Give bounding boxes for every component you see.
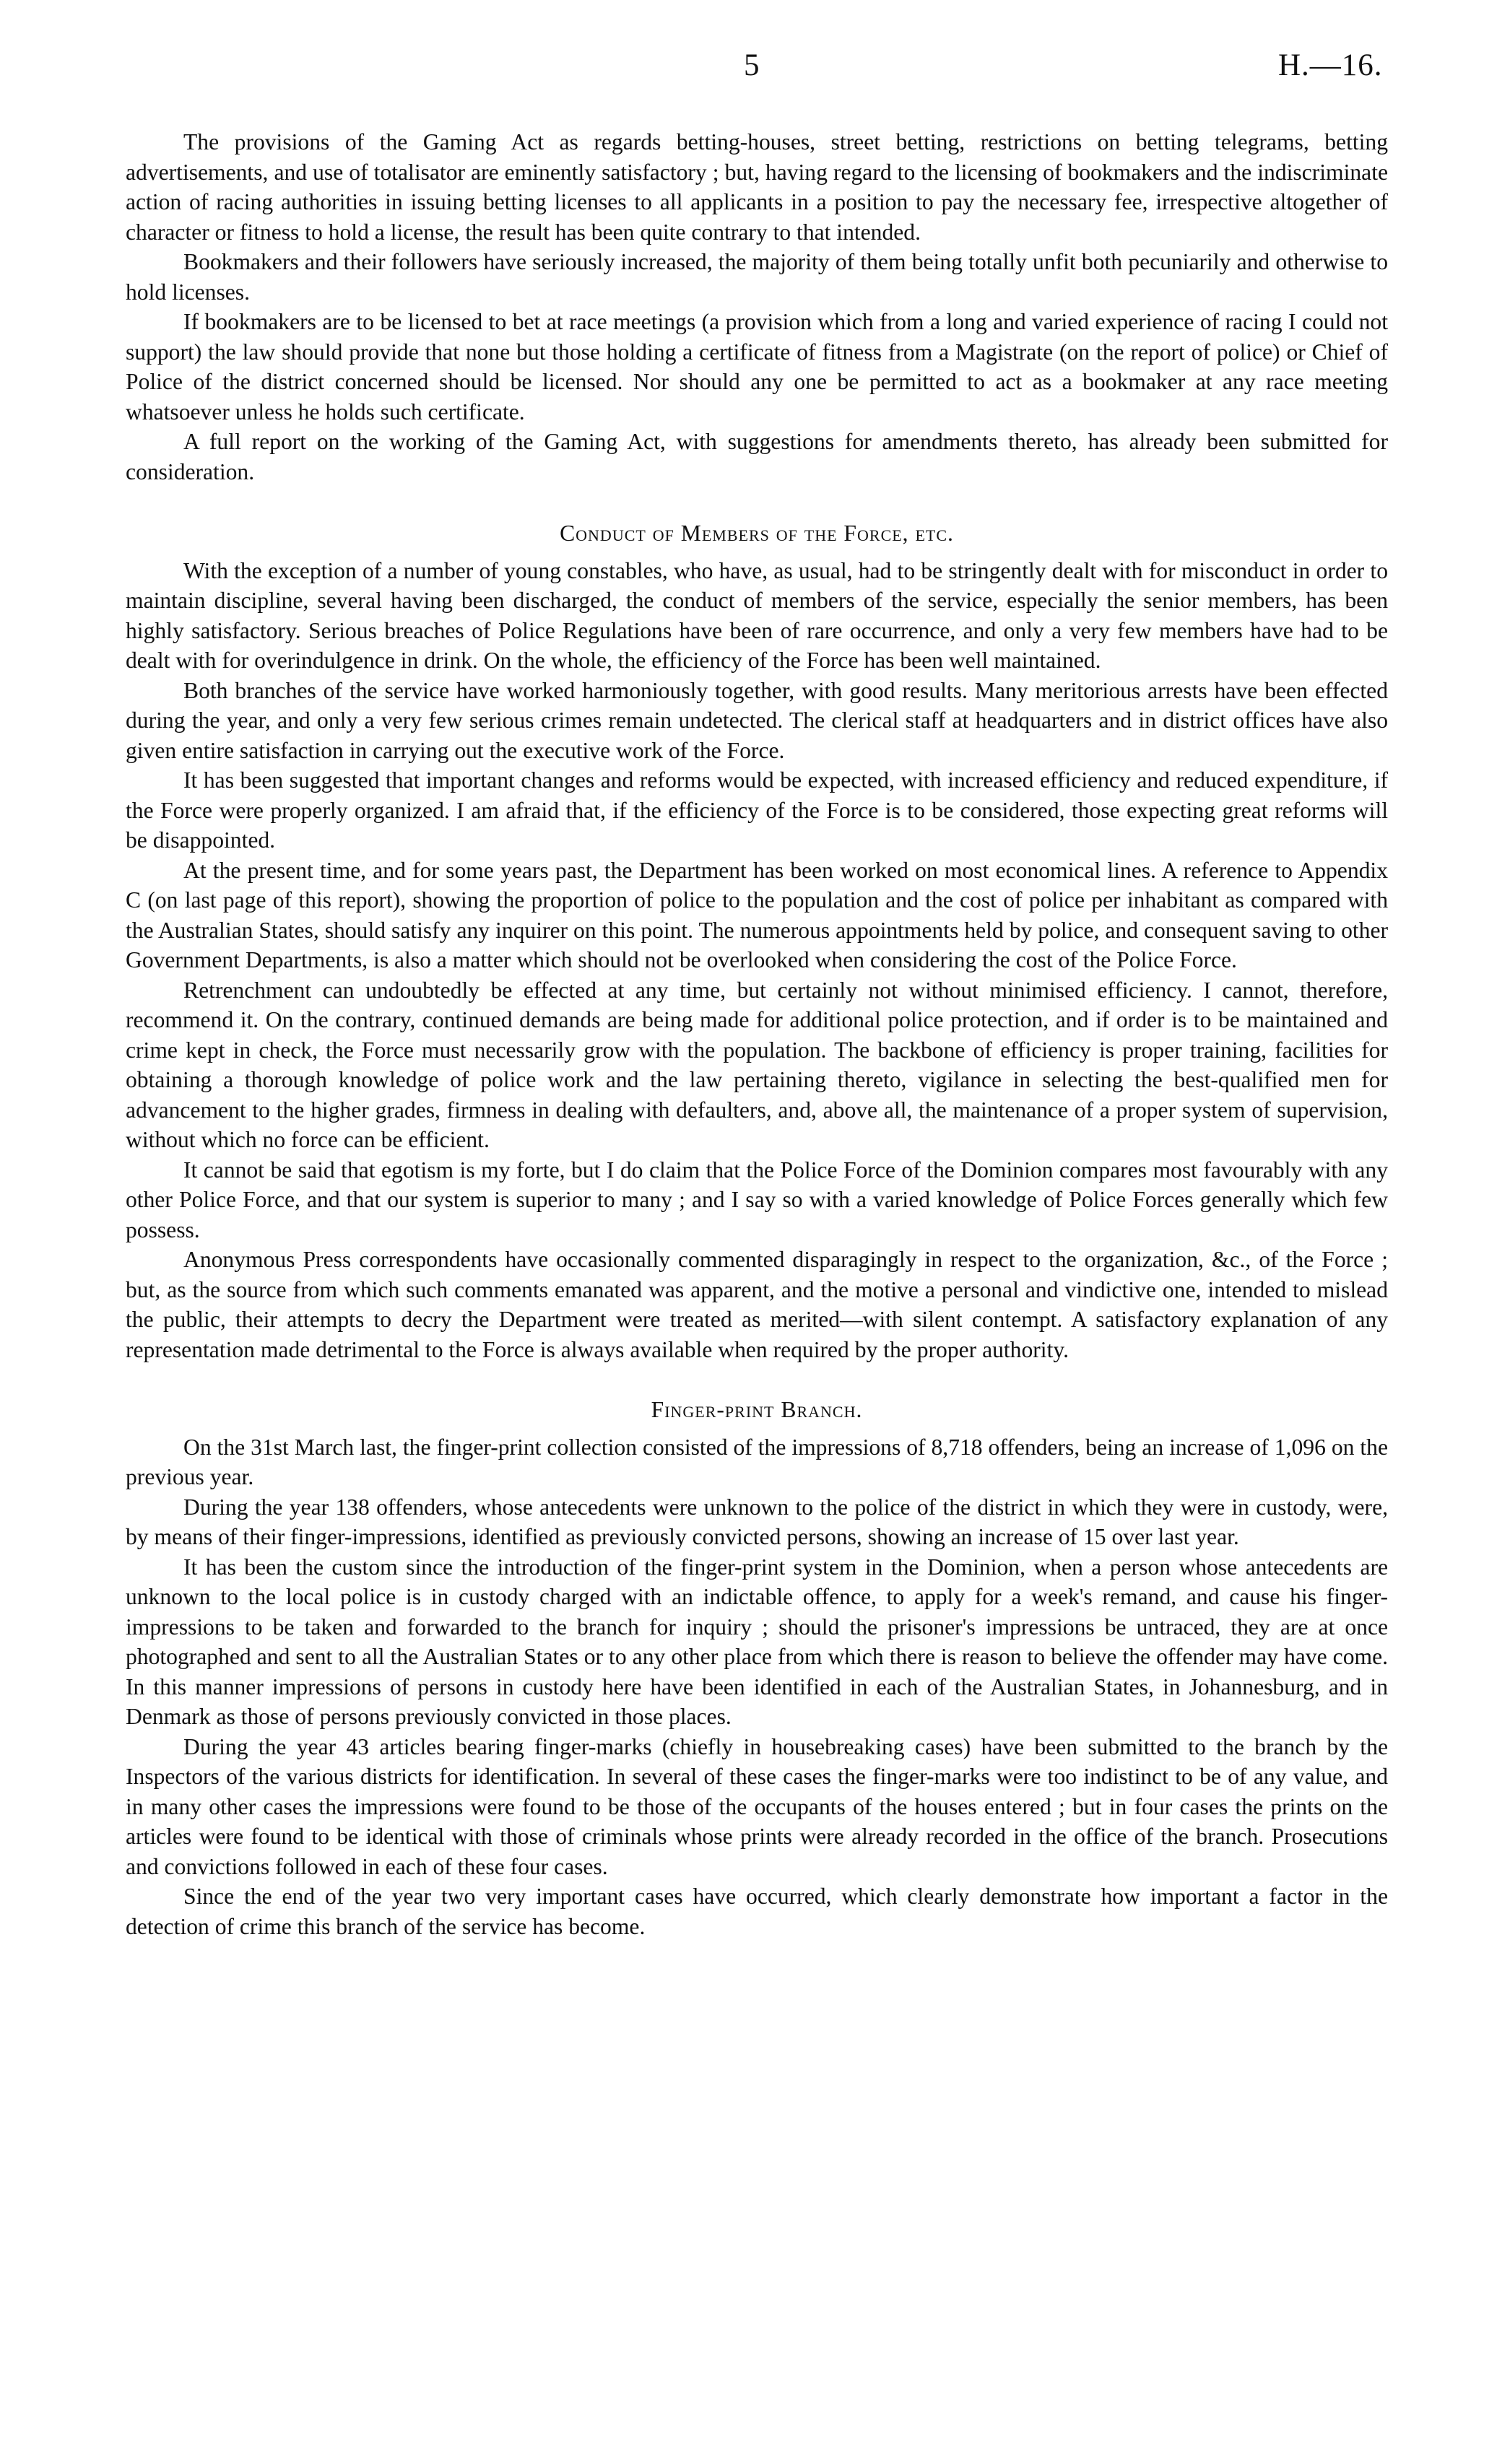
paragraph: A full report on the working of the Gaming Act, with suggestions for amendments thereto, has already been submitted for consideration. xyxy=(126,429,1388,484)
paragraph: At the present time, and for some years past, the Department has been worked on most economical lines. A reference to Appendix C (on last page of this report), showing the proportion of police to the population and the cost of police per inhabitant as compared with the Australian States, should satisfy any inquirer on this point. The numerous appointments held by police, and consequent saving to other Government Departments, is also a matter which should not be overlooked when considering the cost of the Police Force. xyxy=(126,857,1388,972)
paragraph: Since the end of the year two very important cases have occurred, which clearly demonstrate how important a factor in the detection of crime this branch of the service has become. xyxy=(126,1884,1388,1939)
section-heading-finger-print: Finger-print Branch. xyxy=(651,1397,863,1422)
paragraph: Bookmakers and their followers have seriously increased, the majority of them being totally unfit both pecuniarily and otherwise to hold licenses. xyxy=(126,249,1388,305)
paragraph: The provisions of the Gaming Act as regards betting-houses, street betting, restrictions on betting telegrams, betting advertisements, and use of totalisator are eminently satisfactory ; but, having regard to the licensing of bookmakers and the indiscriminate action of racing authorities in issuing betting licenses to all applicants in a position to pay the necessary fee, irrespective altogether of character or fitness to hold a license, the result has been quite contrary to that intended. xyxy=(126,129,1388,245)
paragraph: Anonymous Press correspondents have occasionally commented disparagingly in respect to the organization, &c., of the Force ; but, as the source from which such comments emanated was apparent, and the motive a personal and vindictive one, intended to mislead the public, their attempts to decry the Department were treated as merited—with silent contempt. A satisfactory explanation of any representation made detrimental to the Force is always available when required by the proper authority. xyxy=(126,1247,1388,1362)
document-body xyxy=(126,127,1388,1941)
paragraph: During the year 43 articles bearing finger-marks (chiefly in housebreaking cases) have been submitted to the branch by the Inspectors of the various districts for identification. In several of these cases the finger-marks were too indistinct to be of any value, and in many other cases the impressions were found to be those of the occupants of the houses entered ; but in four cases the prints on the articles were found to be identical with those of criminals whose prints were already recorded in the office of the branch. Prosecutions and convictions followed in each of these four cases. xyxy=(126,1733,1388,1879)
paragraph: On the 31st March last, the finger-print collection consisted of the impressions of 8,718 offenders, being an increase of 1,096 on the previous year. xyxy=(126,1434,1388,1489)
paragraph: Both branches of the service have worked harmoniously together, with good results. Many meritorious arrests have been effected during the year, and only a very few serious crimes remain undetected. The clerical staff at headquarters and in district offices have also given entire satisfaction in carrying out the executive work of the Force. xyxy=(126,677,1388,763)
paragraph: It has been suggested that important changes and reforms would be expected, with increased efficiency and reduced expenditure, if the Force were properly organized. I am afraid that, if the efficiency of the Force is to be considered, those expecting great reforms will be disappointed. xyxy=(126,767,1388,853)
paragraph: During the year 138 offenders, whose antecedents were unknown to the police of the district in which they were in custody, were, by means of their finger-impressions, identified as previously convicted persons, showing an increase of 15 over last year. xyxy=(126,1494,1388,1549)
paragraph: It has been the custom since the introduction of the finger-print system in the Dominion, when a person whose antecedents are unknown to the local police is in custody charged with an indictable offence, to apply for a week's remand, and cause his finger-impressions to be taken and forwarded to the branch for inquiry ; should the prisoner's impressions be untraced, they are at once photographed and sent to all the Australian States or to any other place from which there is reason to believe the offender may have come. In this manner impressions of persons in custody here have been identified in each of the Australian States, in Johannesburg, and in Denmark as those of persons previously convicted in those places. xyxy=(126,1554,1388,1729)
paragraph: Retrenchment can undoubtedly be effected at any time, but certainly not without minimised efficiency. I cannot, therefore, recommend it. On the contrary, continued demands are being made for additional police protection, and if order is to be maintained and crime kept in check, the Force must necessarily grow with the population. The backbone of efficiency is proper training, facilities for obtaining a thorough knowledge of police work and the law pertaining thereto, vigilance in selecting the best-qualified men for advancement to the higher grades, firmness in dealing with defaulters, and, above all, the maintenance of a proper system of supervision, without which no force can be efficient. xyxy=(126,977,1388,1152)
document-code: H.—16. xyxy=(1278,48,1383,82)
page-number: 5 xyxy=(744,48,760,82)
paragraph: With the exception of a number of young constables, who have, as usual, had to be stringently dealt with for misconduct in order to maintain discipline, several having been discharged, the conduct of members of the service, especially the senior members, has been highly satisfactory. Serious breaches of Police Regulations have been of rare occurrence, and only a very few members have had to be dealt with for overindulgence in drink. On the whole, the efficiency of the Force has been well maintained. xyxy=(126,557,1388,673)
paragraph: It cannot be said that egotism is my forte, but I do claim that the Police Force of the Dominion compares most favourably with any other Police Force, and that our system is superior to many ; and I say so with a varied knowledge of Police Forces generally which few possess. xyxy=(126,1157,1388,1242)
paragraph: If bookmakers are to be licensed to bet at race meetings (a provision which from a long and varied experience of racing I could not support) the law should provide that none but those holding a certificate of fitness from a Magistrate (on the report of police) or Chief of Police of the district concerned should be licensed. Nor should any one be permitted to act as a bookmaker at any race meeting whatsoever unless he holds such certificate. xyxy=(126,309,1388,425)
section-heading-conduct: Conduct of Members of the Force, etc. xyxy=(560,521,954,546)
